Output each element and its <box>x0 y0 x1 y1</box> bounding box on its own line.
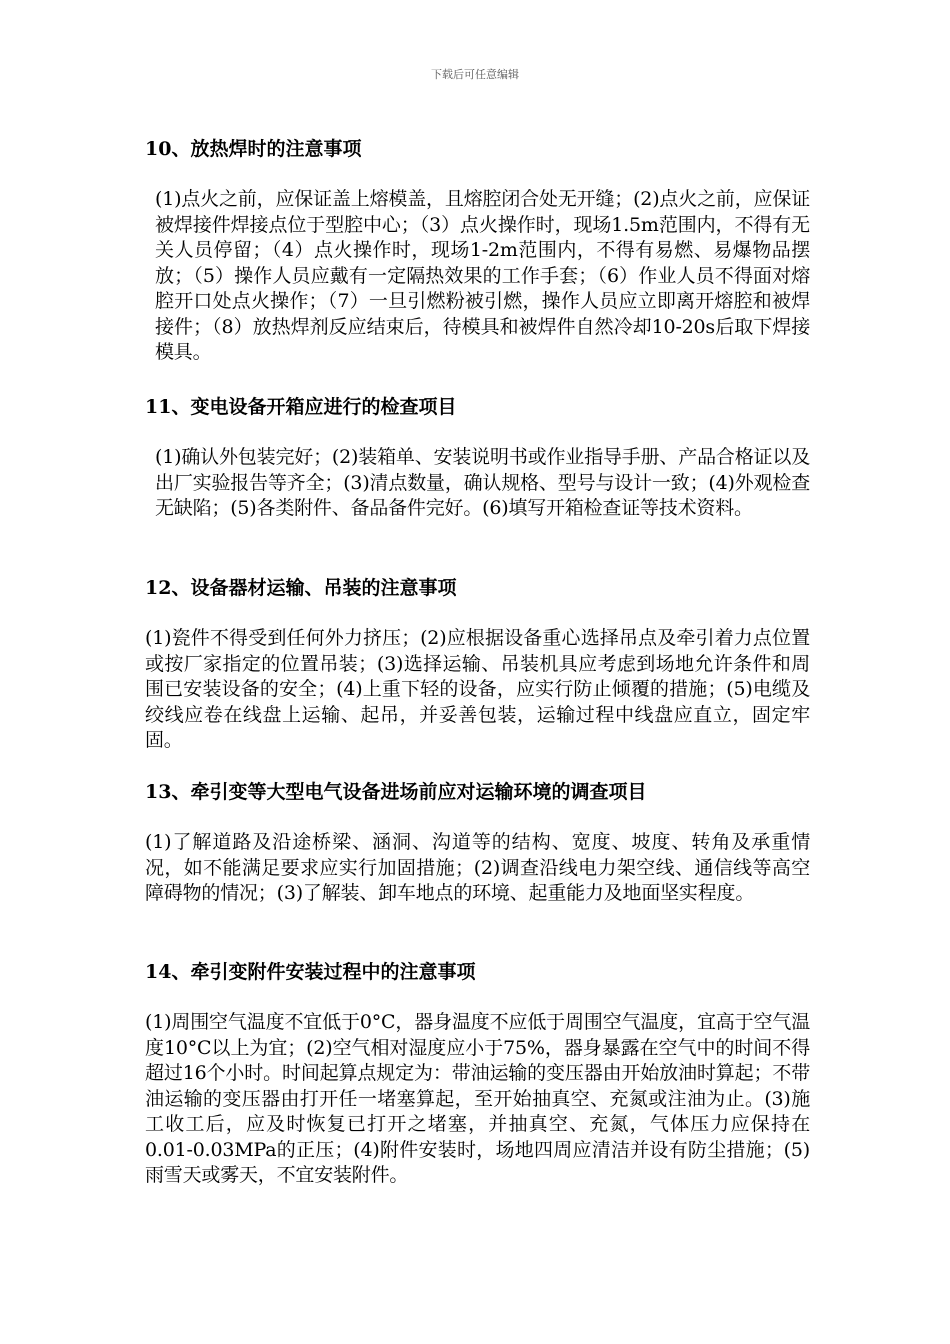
section-12 <box>145 576 810 754</box>
section-body: (1)了解道路及沿途桥梁、涵洞、沟道等的结构、宽度、坡度、转角及承重情况，如不能满足要求应实行加固措施；(2)调查沿线电力架空线、通信线等高空障碍物的情况；(3)了解装、卸车地点的环境、起重能力及地面坚实程度。 <box>145 831 810 904</box>
section-heading: 13、牵引变等大型电气设备进场前应对运输环境的调查项目 <box>145 781 647 803</box>
section-heading: 11、变电设备开箱应进行的检查项目 <box>145 396 457 418</box>
section-14 <box>145 960 810 1189</box>
section-heading: 12、设备器材运输、吊装的注意事项 <box>145 577 457 599</box>
section-11 <box>145 395 810 522</box>
section-10 <box>145 137 810 366</box>
header-note: 下载后可任意编辑 <box>431 68 519 81</box>
section-13 <box>145 780 810 907</box>
section-body: (1)瓷件不得受到任何外力挤压；(2)应根据设备重心选择吊点及牵引着力点位置或按厂家指定的位置吊装；(3)选择运输、吊装机具应考虑到场地允许条件和周围已安装设备的安全；(4)上重下轻的设备，应实行防止倾覆的措施；(5)电缆及绞线应卷在线盘上运输、起吊，并妥善包装，运输过程中线盘应直立，固定牢固。 <box>145 627 810 751</box>
section-body: (1)周围空气温度不宜低于0°C，器身温度不应低于周围空气温度，宜高于空气温度10°C以上为宜；(2)空气相对湿度应小于75%，器身暴露在空气中的时间不得超过16个小时。时间起算点规定为：带油运输的变压器由开始放油时算起；不带油运输的变压器由打开任一堵塞算起，至开始抽真空、充氮或注油为止。(3)施工收工后，应及时恢复已打开之堵塞，并抽真空、充氮，气体压力应保持在0.01-0.03MPa的正压；(4)附件安装时，场地四周应清洁并设有防尘措施；(5)雨雪天或雾天，不宜安装附件。 <box>145 1011 810 1186</box>
section-body: (1)确认外包装完好；(2)装箱单、安装说明书或作业指导手册、产品合格证以及出厂实验报告等齐全；(3)清点数量，确认规格、型号与设计一致；(4)外观检查无缺陷；(5)各类附件、备品备件完好。(6)填写开箱检查证等技术资料。 <box>155 446 810 519</box>
section-heading: 14、牵引变附件安装过程中的注意事项 <box>145 961 476 983</box>
section-body: (1)点火之前，应保证盖上熔模盖，且熔腔闭合处无开缝；(2)点火之前，应保证被焊接件焊接点位于型腔中心；（3）点火操作时，现场1.5m范围内，不得有无关人员停留；（4）点火操作时，现场1-2m范围内，不得有易燃、易爆物品摆放；（5）操作人员应戴有一定隔热效果的工作手套；（6）作业人员不得面对熔腔开口处点火操作；（7）一旦引燃粉被引燃，操作人员应立即离开熔腔和被焊接件；（8）放热焊剂反应结束后，待模具和被焊件自然冷却10-20s后取下焊接模具。 <box>155 188 810 363</box>
section-heading: 10、放热焊时的注意事项 <box>145 138 362 160</box>
